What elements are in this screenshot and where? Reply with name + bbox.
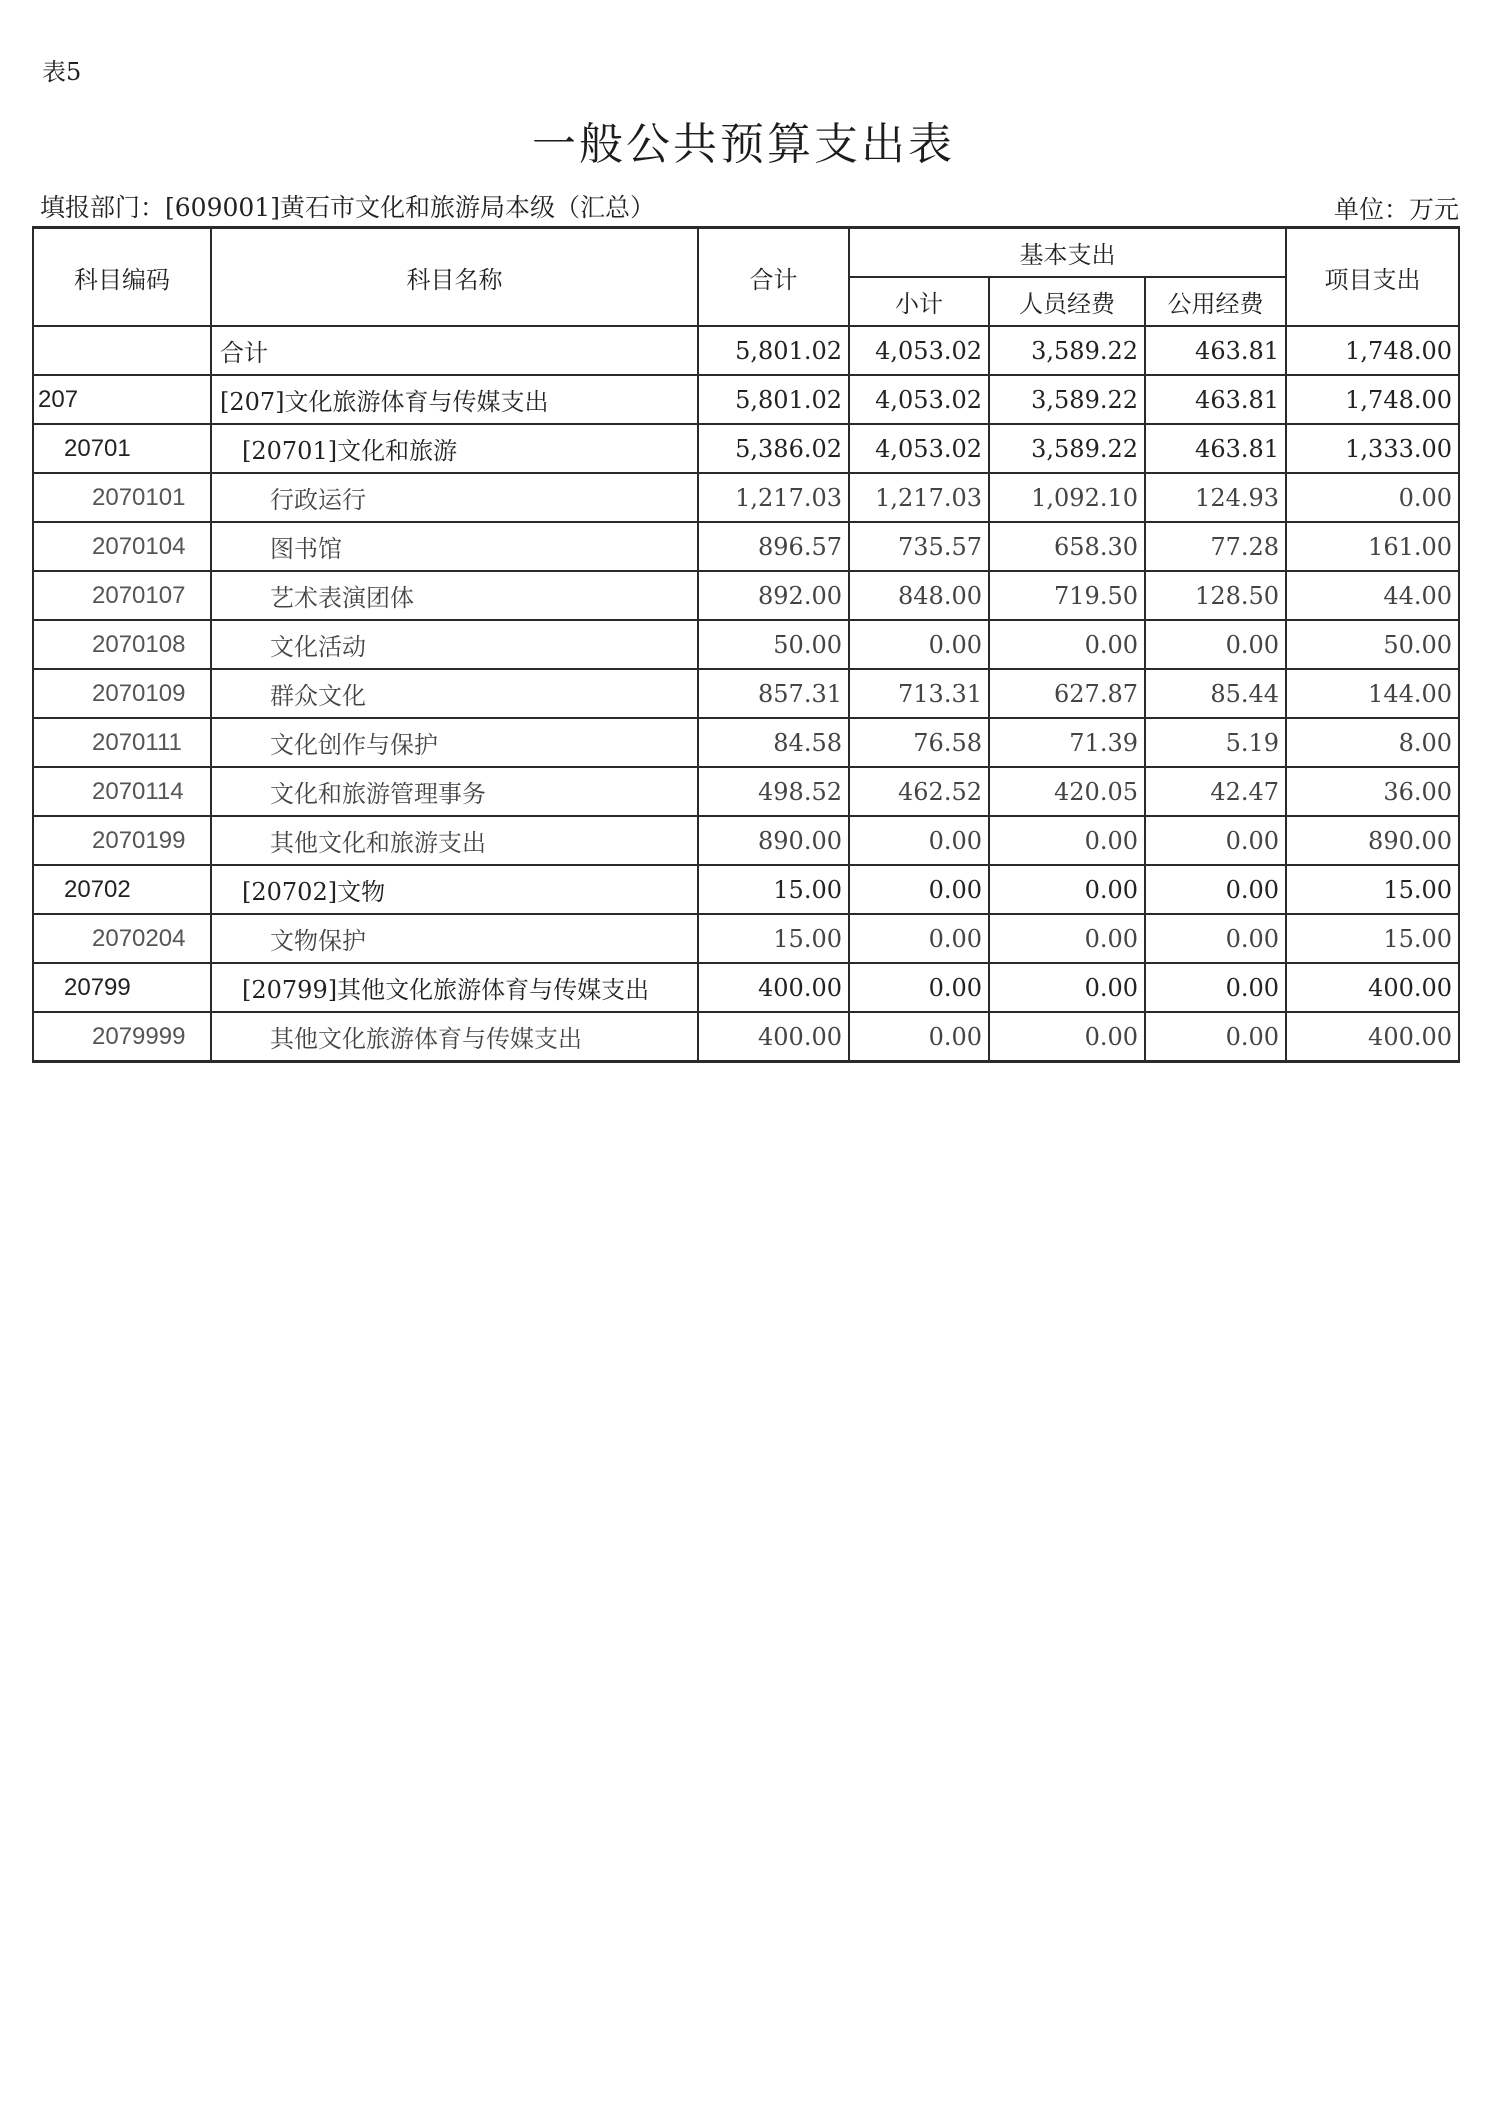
table-row bbox=[33, 473, 1459, 522]
row-personnel: 3,589.22 bbox=[989, 326, 1145, 375]
row-total: 400.00 bbox=[698, 1012, 849, 1062]
row-code: 2070107 bbox=[33, 571, 211, 620]
row-public: 5.19 bbox=[1145, 718, 1286, 767]
row-total: 5,386.02 bbox=[698, 424, 849, 473]
row-project: 8.00 bbox=[1286, 718, 1459, 767]
table-row bbox=[33, 326, 1459, 375]
row-name: 行政运行 bbox=[211, 473, 698, 522]
row-name: 文化和旅游管理事务 bbox=[211, 767, 698, 816]
col-header-code: 科目编码 bbox=[33, 228, 211, 327]
row-name: 合计 bbox=[211, 326, 698, 375]
row-public: 0.00 bbox=[1145, 1012, 1286, 1062]
row-public: 77.28 bbox=[1145, 522, 1286, 571]
row-name: 艺术表演团体 bbox=[211, 571, 698, 620]
table-row bbox=[33, 1012, 1459, 1062]
col-header-basic: 基本支出 bbox=[849, 228, 1286, 278]
row-project: 36.00 bbox=[1286, 767, 1459, 816]
row-personnel: 3,589.22 bbox=[989, 424, 1145, 473]
row-name: 文物保护 bbox=[211, 914, 698, 963]
row-public: 463.81 bbox=[1145, 326, 1286, 375]
row-code: 2070204 bbox=[33, 914, 211, 963]
row-personnel: 71.39 bbox=[989, 718, 1145, 767]
row-project: 890.00 bbox=[1286, 816, 1459, 865]
row-public: 0.00 bbox=[1145, 914, 1286, 963]
row-code: 2070104 bbox=[33, 522, 211, 571]
row-public: 463.81 bbox=[1145, 375, 1286, 424]
row-subtotal: 735.57 bbox=[849, 522, 989, 571]
row-project: 15.00 bbox=[1286, 865, 1459, 914]
row-subtotal: 0.00 bbox=[849, 914, 989, 963]
row-name: [207]文化旅游体育与传媒支出 bbox=[211, 375, 698, 424]
row-subtotal: 0.00 bbox=[849, 865, 989, 914]
row-subtotal: 0.00 bbox=[849, 816, 989, 865]
row-total: 498.52 bbox=[698, 767, 849, 816]
row-project: 1,748.00 bbox=[1286, 326, 1459, 375]
col-header-public: 公用经费 bbox=[1145, 277, 1286, 326]
row-project: 144.00 bbox=[1286, 669, 1459, 718]
table-row bbox=[33, 424, 1459, 473]
row-name: 其他文化和旅游支出 bbox=[211, 816, 698, 865]
row-code: 2070199 bbox=[33, 816, 211, 865]
row-public: 463.81 bbox=[1145, 424, 1286, 473]
row-personnel: 658.30 bbox=[989, 522, 1145, 571]
row-name: 其他文化旅游体育与传媒支出 bbox=[211, 1012, 698, 1062]
row-personnel: 1,092.10 bbox=[989, 473, 1145, 522]
row-project: 400.00 bbox=[1286, 1012, 1459, 1062]
table-row bbox=[33, 767, 1459, 816]
row-code: 207 bbox=[33, 375, 211, 424]
row-personnel: 719.50 bbox=[989, 571, 1145, 620]
row-total: 15.00 bbox=[698, 914, 849, 963]
row-project: 50.00 bbox=[1286, 620, 1459, 669]
table-row bbox=[33, 963, 1459, 1012]
row-total: 15.00 bbox=[698, 865, 849, 914]
row-total: 1,217.03 bbox=[698, 473, 849, 522]
row-code: 2070109 bbox=[33, 669, 211, 718]
row-project: 0.00 bbox=[1286, 473, 1459, 522]
table-row bbox=[33, 571, 1459, 620]
row-total: 5,801.02 bbox=[698, 326, 849, 375]
row-code: 2070101 bbox=[33, 473, 211, 522]
row-project: 400.00 bbox=[1286, 963, 1459, 1012]
row-subtotal: 848.00 bbox=[849, 571, 989, 620]
table-row bbox=[33, 816, 1459, 865]
row-total: 5,801.02 bbox=[698, 375, 849, 424]
row-name: 文化创作与保护 bbox=[211, 718, 698, 767]
row-name: 图书馆 bbox=[211, 522, 698, 571]
row-total: 892.00 bbox=[698, 571, 849, 620]
row-code: 2070108 bbox=[33, 620, 211, 669]
col-header-subtotal: 小计 bbox=[849, 277, 989, 326]
row-total: 84.58 bbox=[698, 718, 849, 767]
row-personnel: 0.00 bbox=[989, 963, 1145, 1012]
row-total: 857.31 bbox=[698, 669, 849, 718]
row-code: 20702 bbox=[33, 865, 211, 914]
row-code: 20799 bbox=[33, 963, 211, 1012]
row-personnel: 0.00 bbox=[989, 1012, 1145, 1062]
row-project: 44.00 bbox=[1286, 571, 1459, 620]
row-name: [20799]其他文化旅游体育与传媒支出 bbox=[211, 963, 698, 1012]
row-project: 1,333.00 bbox=[1286, 424, 1459, 473]
table-row bbox=[33, 718, 1459, 767]
row-public: 0.00 bbox=[1145, 816, 1286, 865]
row-code: 20701 bbox=[33, 424, 211, 473]
col-header-total: 合计 bbox=[698, 228, 849, 327]
table-row bbox=[33, 669, 1459, 718]
row-personnel: 3,589.22 bbox=[989, 375, 1145, 424]
row-public: 0.00 bbox=[1145, 963, 1286, 1012]
row-public: 85.44 bbox=[1145, 669, 1286, 718]
row-name: [20702]文物 bbox=[211, 865, 698, 914]
page-title: 一般公共预算支出表 bbox=[532, 119, 955, 170]
row-personnel: 0.00 bbox=[989, 914, 1145, 963]
row-public: 128.50 bbox=[1145, 571, 1286, 620]
unit-label: 单位：万元 bbox=[1333, 195, 1459, 224]
row-personnel: 0.00 bbox=[989, 620, 1145, 669]
table-row bbox=[33, 865, 1459, 914]
col-header-personnel: 人员经费 bbox=[989, 277, 1145, 326]
col-header-name: 科目名称 bbox=[211, 228, 698, 327]
row-total: 400.00 bbox=[698, 963, 849, 1012]
table-row bbox=[33, 914, 1459, 963]
row-personnel: 627.87 bbox=[989, 669, 1145, 718]
table-row bbox=[33, 522, 1459, 571]
row-subtotal: 76.58 bbox=[849, 718, 989, 767]
row-code: 2079999 bbox=[33, 1012, 211, 1062]
row-total: 896.57 bbox=[698, 522, 849, 571]
row-project: 161.00 bbox=[1286, 522, 1459, 571]
row-subtotal: 4,053.02 bbox=[849, 375, 989, 424]
reporting-department: 填报部门：[609001]黄石市文化和旅游局本级（汇总） bbox=[40, 193, 655, 222]
table-number: 表5 bbox=[42, 58, 82, 86]
row-personnel: 0.00 bbox=[989, 865, 1145, 914]
row-name: 群众文化 bbox=[211, 669, 698, 718]
row-subtotal: 0.00 bbox=[849, 963, 989, 1012]
row-name: [20701]文化和旅游 bbox=[211, 424, 698, 473]
row-total: 890.00 bbox=[698, 816, 849, 865]
row-subtotal: 713.31 bbox=[849, 669, 989, 718]
row-subtotal: 0.00 bbox=[849, 620, 989, 669]
row-project: 1,748.00 bbox=[1286, 375, 1459, 424]
budget-table bbox=[32, 226, 1460, 1063]
row-subtotal: 4,053.02 bbox=[849, 424, 989, 473]
row-public: 42.47 bbox=[1145, 767, 1286, 816]
table-row bbox=[33, 375, 1459, 424]
row-public: 0.00 bbox=[1145, 865, 1286, 914]
row-subtotal: 0.00 bbox=[849, 1012, 989, 1062]
row-code bbox=[33, 326, 211, 375]
table-row bbox=[33, 620, 1459, 669]
row-subtotal: 4,053.02 bbox=[849, 326, 989, 375]
row-subtotal: 462.52 bbox=[849, 767, 989, 816]
row-personnel: 420.05 bbox=[989, 767, 1145, 816]
row-subtotal: 1,217.03 bbox=[849, 473, 989, 522]
row-personnel: 0.00 bbox=[989, 816, 1145, 865]
row-public: 124.93 bbox=[1145, 473, 1286, 522]
row-public: 0.00 bbox=[1145, 620, 1286, 669]
col-header-project: 项目支出 bbox=[1286, 228, 1459, 327]
row-name: 文化活动 bbox=[211, 620, 698, 669]
row-total: 50.00 bbox=[698, 620, 849, 669]
row-project: 15.00 bbox=[1286, 914, 1459, 963]
row-code: 2070114 bbox=[33, 767, 211, 816]
row-code: 2070111 bbox=[33, 718, 211, 767]
